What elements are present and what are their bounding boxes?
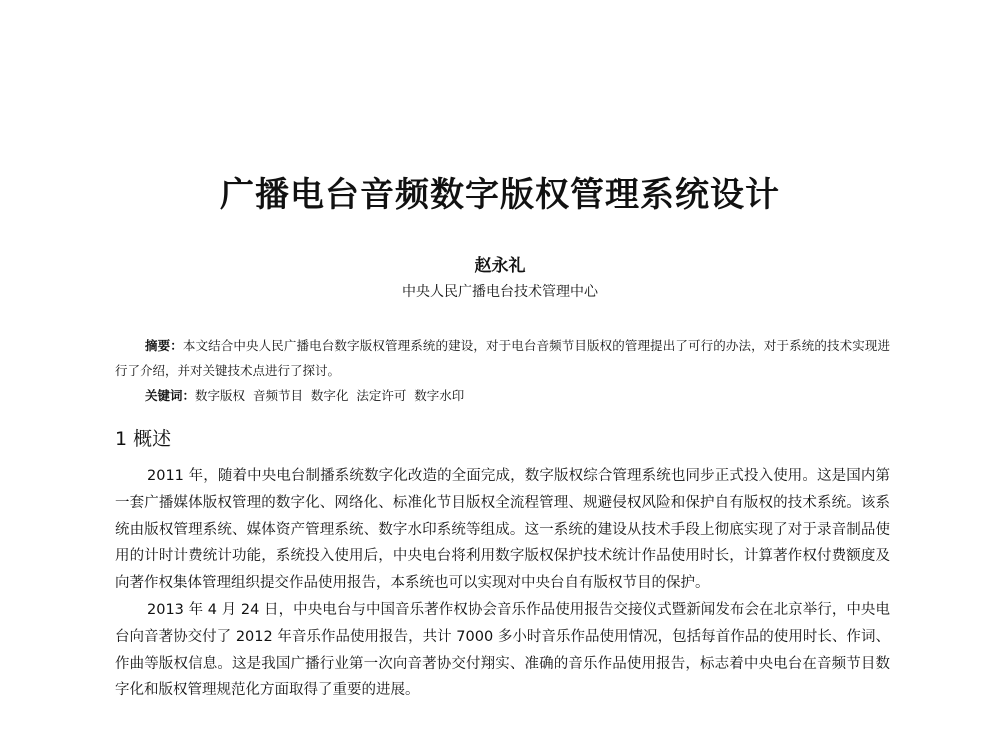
abstract-text: 本文结合中央人民广播电台数字版权管理系统的建设，对于电台音频节目版权的管理提出了可行的办法，对于系统的技术实现进行了介绍，并对关键技术点进行了探讨。 <box>115 338 890 378</box>
keywords-label: 关键词： <box>145 388 196 403</box>
paper-title: 广播电台音频数字版权管理系统设计 <box>220 174 780 215</box>
author-affiliation: 中央人民广播电台技术管理中心 <box>402 284 598 300</box>
body-paragraph: 2013 年 4 月 24 日，中央电台与中国音乐著作权协会音乐作品使用报告交接仪式暨新闻发布会在北京举行，中央电台向音著协交付了 2012 年音乐作品使用报告，共计 7000 多小时音乐作品使用情况，包括每首作品的使用时长、作词、作曲等版权信息。这是我国广播行业第一次向音著协交付翔实、准确的音乐作品使用报告，标志着中央电台在音频节目数字化和版权管理规范化方面取得了重要的进展。 <box>115 601 890 699</box>
section-heading-overview: 1 概述 <box>115 428 172 450</box>
abstract-label: 摘要： <box>145 338 183 353</box>
section-body <box>115 463 890 704</box>
body-paragraph: 2011 年，随着中央电台制播系统数字化改造的全面完成，数字版权综合管理系统也同步正式投入使用。这是国内第一套广播媒体版权管理的数字化、网络化、标准化节目版权全流程管理、规避侵权风险和保护自有版权的技术系统。该系统由版权管理系统、媒体资产管理系统、数字水印系统等组成。这一系统的建设从技术手段上彻底实现了对于录音制品使用的计时计费统计功能，系统投入使用后，中央电台将利用数字版权保护技术统计作品使用时长，计算著作权付费额度及向著作权集体管理组织提交作品使用报告，本系统也可以实现对中央台自有版权节目的保护。 <box>115 468 890 592</box>
keywords-text: 数字版权 音频节目 数字化 法定许可 数字水印 <box>195 388 465 403</box>
keywords <box>145 385 890 407</box>
author-name: 赵永礼 <box>474 256 526 276</box>
abstract <box>115 333 890 383</box>
